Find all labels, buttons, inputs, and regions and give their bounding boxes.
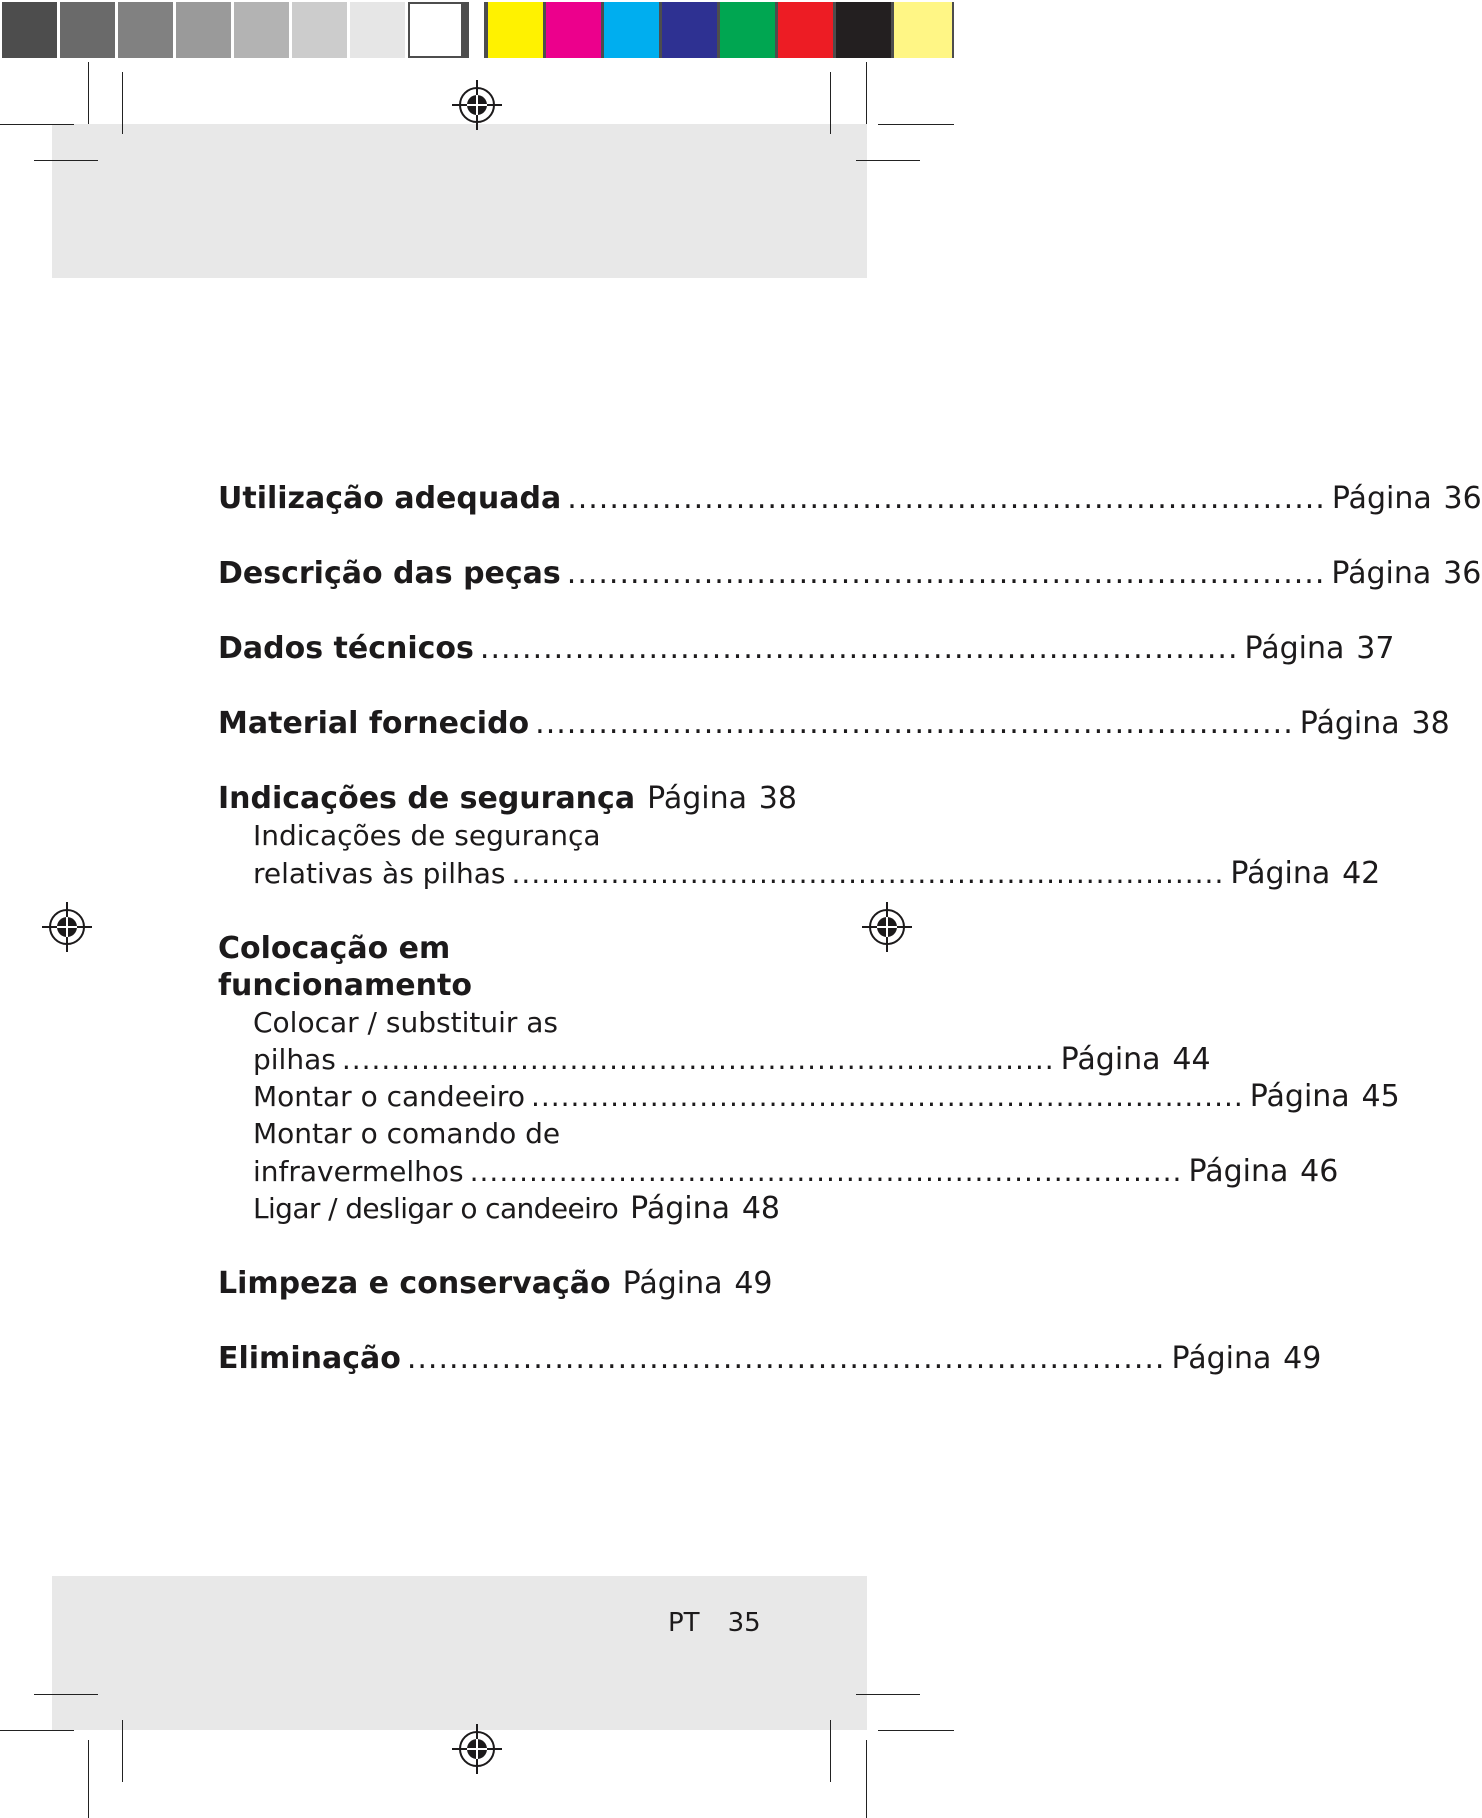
gray-swatch-8 — [408, 2, 463, 58]
light-yellow-swatch — [894, 2, 952, 58]
dot-leader: ........................................................................ — [511, 857, 1225, 890]
toc-entry-title: Utilização adequada — [218, 481, 562, 516]
top-gray-band — [52, 124, 867, 278]
gray-swatch-3 — [118, 2, 173, 58]
black-swatch — [836, 2, 891, 58]
toc-subentry-title: Montar o candeeiro — [253, 1080, 525, 1113]
toc-page-label: Página — [1188, 1154, 1289, 1189]
toc-subentry-title: pilhas — [253, 1043, 336, 1076]
crop-mark — [34, 160, 98, 161]
toc-page-label: Página — [1299, 706, 1400, 741]
cyan-swatch — [604, 2, 659, 58]
toc-entry-descricao — [218, 555, 1482, 593]
toc-entry-utilizacao — [218, 480, 1482, 518]
toc-page-number: 38 — [1411, 706, 1450, 741]
crop-mark — [866, 1740, 867, 1818]
toc-entry-eliminacao — [218, 1340, 1322, 1378]
toc-entry-material — [218, 705, 1450, 743]
gray-swatch-7 — [350, 2, 405, 58]
dot-leader: ........................................................................ — [406, 1341, 1166, 1376]
gray-swatch-frame — [463, 2, 469, 58]
toc-page-number: 38 — [758, 781, 797, 816]
crop-mark — [866, 62, 867, 124]
toc-page-number: 44 — [1172, 1042, 1211, 1077]
crop-mark — [878, 124, 954, 125]
toc-page-number: 36 — [1443, 556, 1482, 591]
registration-mark-top — [452, 80, 502, 130]
toc-entry-title: Eliminação — [218, 1341, 401, 1376]
toc-subentry-ligar-desligar — [253, 1190, 781, 1228]
toc-page-number: 49 — [734, 1266, 773, 1301]
toc-page-label: Página — [1060, 1042, 1161, 1077]
toc-page-number: 46 — [1300, 1154, 1339, 1189]
toc-page-label: Página — [1244, 631, 1345, 666]
toc-subentry-line: Montar o comando de — [253, 1117, 561, 1150]
crop-mark — [34, 1694, 98, 1695]
toc-entry-colocacao-title-2: funcionamento — [218, 968, 472, 1003]
toc-entry-limpeza — [218, 1265, 773, 1303]
yellow-swatch — [488, 2, 543, 58]
dot-leader: ........................................................................ — [341, 1043, 1055, 1076]
dot-leader: ........................................................................ — [469, 1155, 1183, 1188]
crop-mark — [856, 160, 920, 161]
crop-mark — [830, 1720, 831, 1782]
page-number: 35 — [727, 1608, 761, 1638]
crop-mark — [0, 1730, 74, 1731]
toc-page-label: Página — [630, 1191, 731, 1226]
toc-subentry-line: Colocar / substituir as — [253, 1006, 559, 1039]
toc-entry-colocacao-title: Colocação em — [218, 931, 451, 966]
red-swatch — [778, 2, 833, 58]
toc-page-label: Página — [622, 1266, 723, 1301]
bottom-gray-band — [52, 1576, 867, 1730]
crop-mark — [122, 1720, 123, 1782]
toc-page-number: 37 — [1356, 631, 1395, 666]
crop-mark — [856, 1694, 920, 1695]
dot-leader: ........................................................................ — [567, 481, 1326, 516]
toc-entry-title: Limpeza e conservação — [218, 1266, 611, 1301]
toc-subentry-title: relativas às pilhas — [253, 857, 506, 890]
toc-page-number: 45 — [1361, 1079, 1400, 1114]
page-footer — [668, 1608, 761, 1638]
toc-entry-title: Dados técnicos — [218, 631, 474, 666]
toc-subentry-title: infravermelhos — [253, 1155, 464, 1188]
toc-subentry-pilhas — [253, 855, 1381, 893]
dot-leader: ........................................................................ — [530, 1080, 1244, 1113]
crop-mark — [88, 1740, 89, 1818]
gray-swatch-4 — [176, 2, 231, 58]
toc-entry-indicacoes — [218, 780, 797, 818]
toc-subentry-line: Indicações de segurança — [253, 819, 601, 852]
gray-swatch-1 — [2, 2, 57, 58]
toc-page-number: 36 — [1443, 481, 1482, 516]
toc-subentry-substituir-pilhas — [253, 1041, 1211, 1079]
toc-entry-title: Material fornecido — [218, 706, 530, 741]
magenta-swatch — [546, 2, 601, 58]
crop-mark — [0, 124, 74, 125]
registration-mark-bottom — [452, 1724, 502, 1774]
registration-mark-right — [862, 902, 912, 952]
toc-page-number: 48 — [741, 1191, 781, 1226]
gray-swatch-6 — [292, 2, 347, 58]
toc-page-label: Página — [1331, 556, 1432, 591]
crop-mark — [122, 72, 123, 134]
toc-page-label: Página — [1249, 1079, 1350, 1114]
gray-swatch-5 — [234, 2, 289, 58]
toc-page-label: Página — [647, 781, 747, 816]
crop-mark — [878, 1730, 954, 1731]
toc-entry-dados — [218, 630, 1395, 668]
green-swatch — [720, 2, 775, 58]
registration-mark-left — [42, 902, 92, 952]
toc-page-label: Página — [1230, 856, 1331, 891]
crop-mark — [88, 62, 89, 124]
blue-swatch — [662, 2, 717, 58]
toc-page-label: Página — [1331, 481, 1432, 516]
toc-page-number: 42 — [1342, 856, 1381, 891]
toc-subentry-infravermelhos — [253, 1153, 1339, 1191]
toc-entry-title: Indicações de segurança — [218, 781, 636, 816]
dot-leader: ........................................................................ — [479, 631, 1239, 666]
toc-subentry-title: Ligar / desligar o candeeiro — [253, 1192, 619, 1225]
language-code: PT — [668, 1608, 700, 1638]
toc-page-label: Página — [1171, 1341, 1272, 1376]
dot-leader: ........................................................................ — [566, 556, 1326, 591]
toc-subentry-montar-candeeiro — [253, 1078, 1400, 1116]
crop-mark — [830, 72, 831, 134]
toc-page-number: 49 — [1283, 1341, 1322, 1376]
dot-leader: ........................................................................ — [535, 706, 1294, 741]
toc-entry-title: Descrição das peças — [218, 556, 561, 591]
print-color-bar — [0, 0, 954, 62]
gray-swatch-2 — [60, 2, 115, 58]
